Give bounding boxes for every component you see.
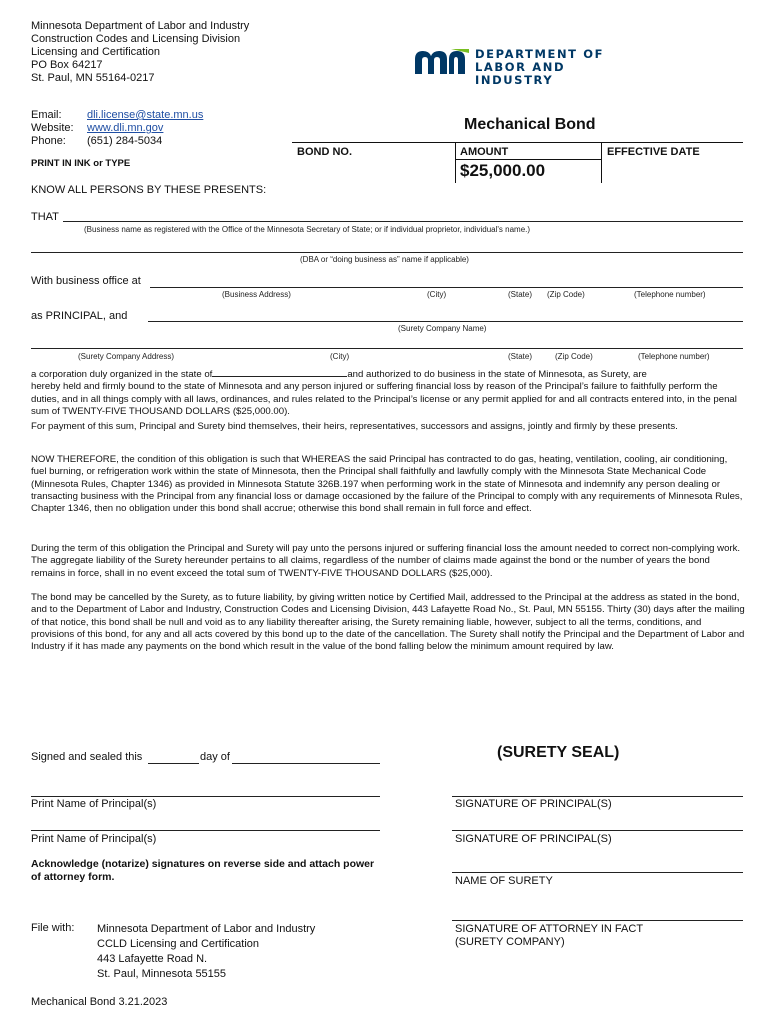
signed-sealed-label: Signed and sealed this [31,751,143,763]
business-address-caption: (Business Address) [222,290,291,299]
business-name-caption: (Business name as registered with the Office of the Minnesota Secretary of State; or if individual proprietor, individual's name.) [84,225,531,234]
state-caption: (State) [508,290,533,299]
surety-telephone-caption: (Telephone number) [638,352,710,361]
surety-zip-caption: (Zip Code) [555,352,593,361]
signature-2-field[interactable] [452,816,743,830]
principal-label: as PRINCIPAL, and [31,310,128,322]
footer-form-id: Mechanical Bond 3.21.2023 [31,996,168,1008]
business-name-field[interactable] [63,208,743,222]
print-name-2-field[interactable] [31,816,380,830]
attorney-signature-field[interactable] [452,906,743,920]
contact-email-label: Email: [31,109,62,121]
name-of-surety-label: NAME OF SURETY [455,875,553,887]
contact-website-label: Website: [31,122,74,134]
file-with-line: St. Paul, Minnesota 55155 [97,968,227,980]
surety-name-field[interactable] [148,307,743,321]
surety-seal-label: (SURETY SEAL) [497,744,620,761]
corp-text-rest: hereby held and firmly bound to the state of Minnesota and any person injured or suffering financial loss by reason of the Principal’s failure to faithfully perform the duties, and in all things comply with all laws, ordinances, and rules related to the Principal’s license or any permit applied for and all contracts entered into, in the penal sum of TWENTY-FIVE THOUSAND DOLLARS ($25,000.00). [31,381,737,417]
intro-text: KNOW ALL PERSONS BY THESE PRESENTS: [31,184,267,196]
state-of-organization-field[interactable] [212,367,347,377]
file-with-line: Minnesota Department of Labor and Industry [97,923,316,935]
signed-month-field[interactable] [232,749,380,763]
print-note: PRINT IN INK or TYPE [31,158,131,169]
surety-address-line [31,348,743,349]
now-therefore-paragraph: NOW THEREFORE, the condition of this obligation is such that WHEREAS the said Principal has contracted to do gas, heating, ventilation, cooling, air conditioning, fuel burning, or refrigeration work within the state of Minnesota, then the Principal shall faithfully and lawfully comply with the Minnesota State Mechanical Code (Minnesota Rules, Chapter 1346) as provided in Minnesota Statute 326B.197 when performing work in the state of Minnesota and indemnify any person dealing or transacting business with the Principal from any financial loss or damage occasioned by the failure of the Principal to comply with any requirements of Minnesota Rules, Chapter 1346, then no obligation under this bond shall accrue; otherwise this bond shall remain in full force and effect. [31,454,743,515]
dba-line [31,252,743,253]
file-with-line: CCLD Licensing and Certification [97,938,260,950]
signature-1-line [452,796,743,797]
signature-2-line [452,830,743,831]
corp-text-part2: and authorized to do business in the state of Minnesota, as Surety, are [347,369,647,380]
bond-header-table [292,142,743,183]
attorney-label-line2: (SURETY COMPANY) [455,936,565,948]
amount-rule [456,159,601,160]
effective-date-cell[interactable] [602,142,743,183]
agency-address-line: PO Box 64217 [31,59,103,71]
file-with-line: 443 Lafayette Road N. [97,953,208,965]
form-title: Mechanical Bond [464,116,596,133]
print-name-1-line [31,796,380,797]
surety-city-caption: (City) [330,352,350,361]
corporation-paragraph [31,367,743,418]
business-name-line [63,221,743,222]
signed-day-line [148,763,199,764]
contact-phone: (651) 284-5034 [87,135,163,147]
amount-value: $25,000.00 [460,161,546,180]
zip-caption: (Zip Code) [547,290,585,299]
dba-field[interactable] [31,238,743,252]
that-label: THAT [31,211,59,223]
during-term-paragraph: During the term of this obligation the Principal and Surety will pay unto the persons injured or suffering financial loss the amount needed to correct non-complying work. The aggregate liability of the Surety hereunder pertains to all claims, regardless of the number of claims made against the bond or the number of years the bond remains in force, shall in no event exceed the total sum of TWENTY-FIVE THOUSAND DOLLARS ($25,000). [31,543,741,579]
amount-label: AMOUNT [460,146,509,158]
print-name-1-field[interactable] [31,782,380,796]
attorney-line [452,920,743,921]
signed-month-line [232,763,380,764]
signature-1-label: SIGNATURE OF PRINCIPAL(S) [455,798,612,810]
signed-day-field[interactable] [148,749,199,763]
day-of-label: day of [200,751,230,763]
bond-no-cell[interactable] [292,142,456,183]
email-link[interactable]: dli.license@state.mn.us [87,109,204,121]
corp-text-part1: a corporation duly organized in the state of [31,369,213,380]
payment-paragraph: For payment of this sum, Principal and Surety bind themselves, their heirs, representatives, successors and assigns, jointly and firmly by these presents. [31,421,678,432]
business-address-line [150,287,743,288]
file-with-address [97,922,315,982]
logo-text-line1: DEPARTMENT OF [475,47,605,61]
business-office-label: With business office at [31,275,141,287]
logo-text-line2: LABOR AND INDUSTRY [475,60,566,87]
surety-name-line [148,321,743,322]
signature-2-label: SIGNATURE OF PRINCIPAL(S) [455,833,612,845]
bond-no-label: BOND NO. [297,146,352,158]
agency-address-line: St. Paul, MN 55164-0217 [31,72,155,84]
mn-logo-icon [413,47,471,75]
surety-address-caption: (Surety Company Address) [78,352,175,361]
dba-caption: (DBA or “doing business as” name if applicable) [300,255,469,264]
surety-state-caption: (State) [508,352,533,361]
agency-address-line: Licensing and Certification [31,46,161,58]
acknowledge-note: Acknowledge (notarize) signatures on reverse side and attach power of attorney form. [31,858,375,883]
surety-name-sign-field[interactable] [452,858,743,872]
amount-cell [456,142,602,183]
contact-phone-label: Phone: [31,135,66,147]
agency-address [31,20,249,85]
cancellation-paragraph: The bond may be cancelled by the Surety, as to future liability, by giving written notice by Certified Mail, addressed to the Principal at the address as stated in the bond, and to the Department of Labor and Industry, Construction Codes and Licensing Division, 443 Lafayette Road No., St. Paul, MN 55155. Thirty (30) days after the mailing of that notice, this bond shall be null and void as to any liability thereafter arising, the Surety remaining liable, however, subject to all the terms, conditions, and provisions of this bond, for any and all acts covered by this bond up to the date of the cancellation. The Surety shall notify the Principal and the Department of Labor and Industry if it has made any payments on the bond which result in the value of the bond falling below the minimum amount required by law. [31,592,745,653]
agency-address-line: Construction Codes and Licensing Division [31,33,241,45]
print-name-1-label: Print Name of Principal(s) [31,798,157,810]
signature-1-field[interactable] [452,782,743,796]
file-with-label: File with: [31,922,75,934]
business-address-field[interactable] [150,273,743,287]
surety-name-sign-line [452,872,743,873]
surety-address-field[interactable] [31,334,743,348]
print-name-2-label: Print Name of Principal(s) [31,833,157,845]
attorney-label-line1: SIGNATURE OF ATTORNEY IN FACT [455,923,644,935]
agency-address-line: Minnesota Department of Labor and Industry [31,20,250,32]
city-caption: (City) [427,290,447,299]
effective-date-label: EFFECTIVE DATE [607,146,700,158]
telephone-caption: (Telephone number) [634,290,706,299]
dli-logo [413,46,643,87]
website-link[interactable]: www.dli.mn.gov [87,122,164,134]
print-name-2-line [31,830,380,831]
surety-name-caption: (Surety Company Name) [398,324,487,333]
